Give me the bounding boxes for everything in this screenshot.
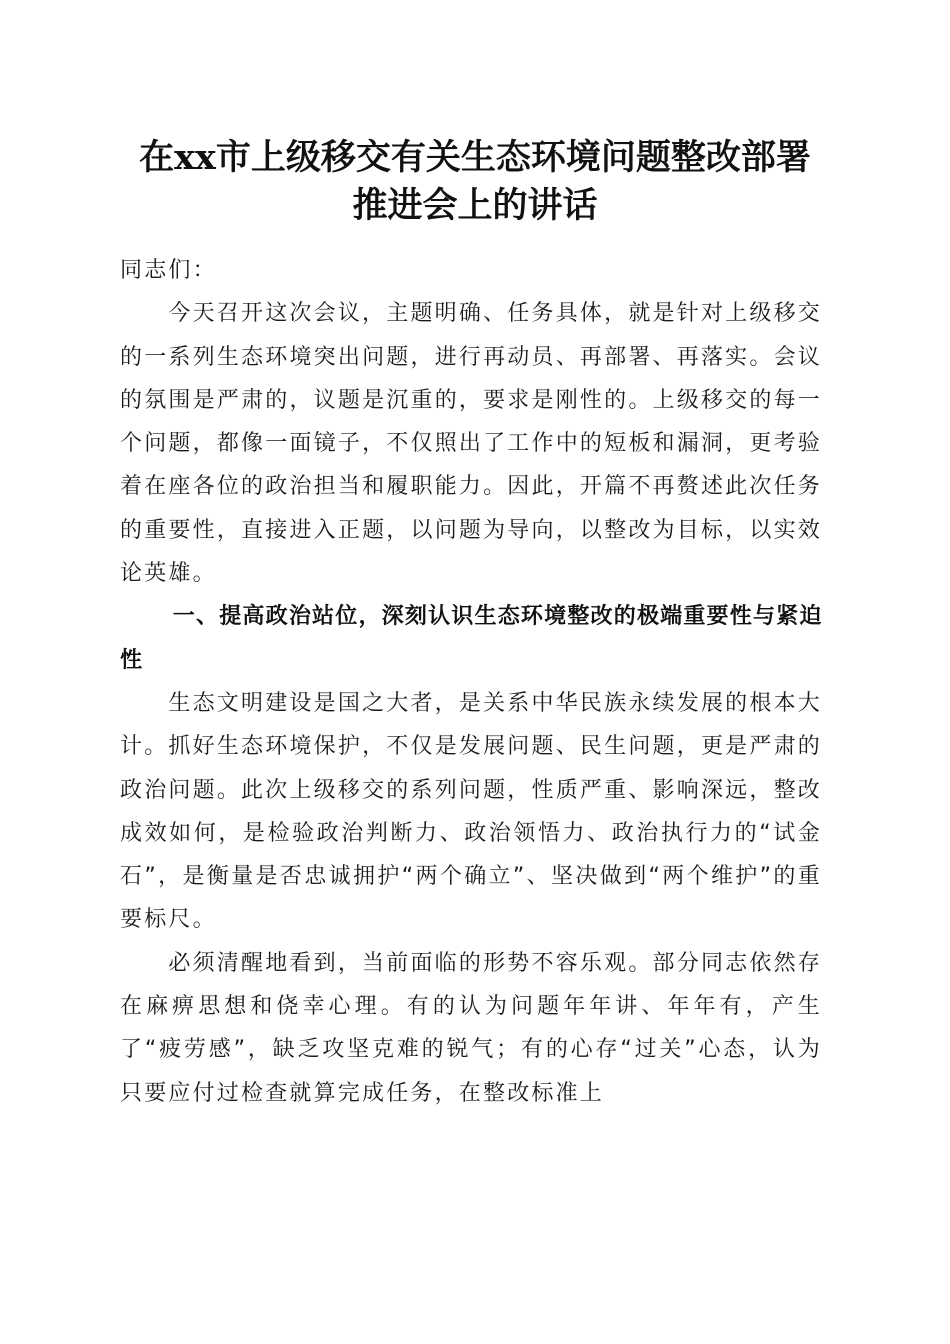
paragraph-ecology: 生态文明建设是国之大者，是关系中华民族永续发展的根本大计。抓好生态环境保护，不仅是发展问题、民生问题，更是严肃的政治问题。此次上级移交的系列问题，性质严重、影响深远，整改成效如何，是检验政治判断力、政治领悟力、政治执行力的“试金石”，是衡量是否忠诚拥护“两个确立”、坚决做到“两个维护”的重要标尺。 [120,690,822,933]
document-title [110,134,840,230]
paragraph-opening: 今天召开这次会议，主题明确、任务具体，就是针对上级移交的一系列生态环境突出问题，进行再动员、再部署、再落实。会议的氛围是严肃的，议题是沉重的，要求是刚性的。上级移交的每一个问题，都像一面镜子，不仅照出了工作中的短板和漏洞，更考验着在座各位的政治担当和履职能力。因此，开篇不再赘述此次任务的重要性，直接进入正题，以问题为导向，以整改为目标，以实效论英雄。 [120,301,822,587]
paragraph-situation: 必须清醒地看到，当前面临的形势不容乐观。部分同志依然存在麻痹思想和侥幸心理。有的认为问题年年讲、年年有，产生了“疲劳感”，缺乏攻坚克难的锐气；有的心存“过关”心态，认为只要应付过检查就算完成任务，在整改标准上 [120,950,822,1106]
title-line-2: 推进会上的讲话 [352,185,598,226]
section-heading-1: 一、提高政治站位，深刻认识生态环境整改的极端重要性与紧迫性 [120,604,822,673]
title-line-1: 在xx市上级移交有关生态环境问题整改部署 [139,137,811,178]
salutation: 同志们： [120,258,217,283]
document-body [120,249,822,1115]
